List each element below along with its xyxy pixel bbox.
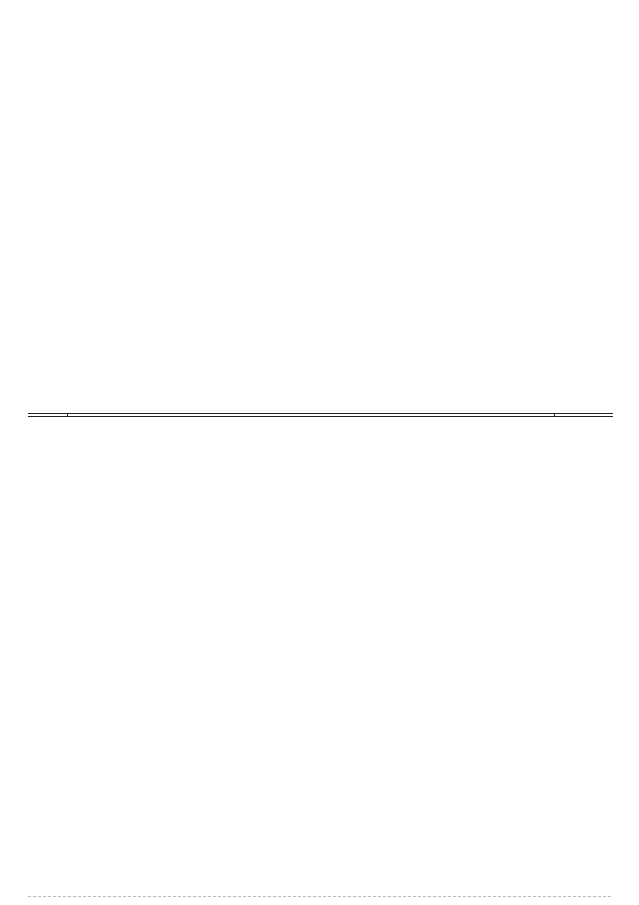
header-sum <box>555 414 613 416</box>
header-number <box>28 414 68 416</box>
header-name <box>68 414 555 416</box>
table-header <box>28 414 613 417</box>
allocation-table <box>28 413 613 417</box>
bottom-divider <box>28 896 611 897</box>
